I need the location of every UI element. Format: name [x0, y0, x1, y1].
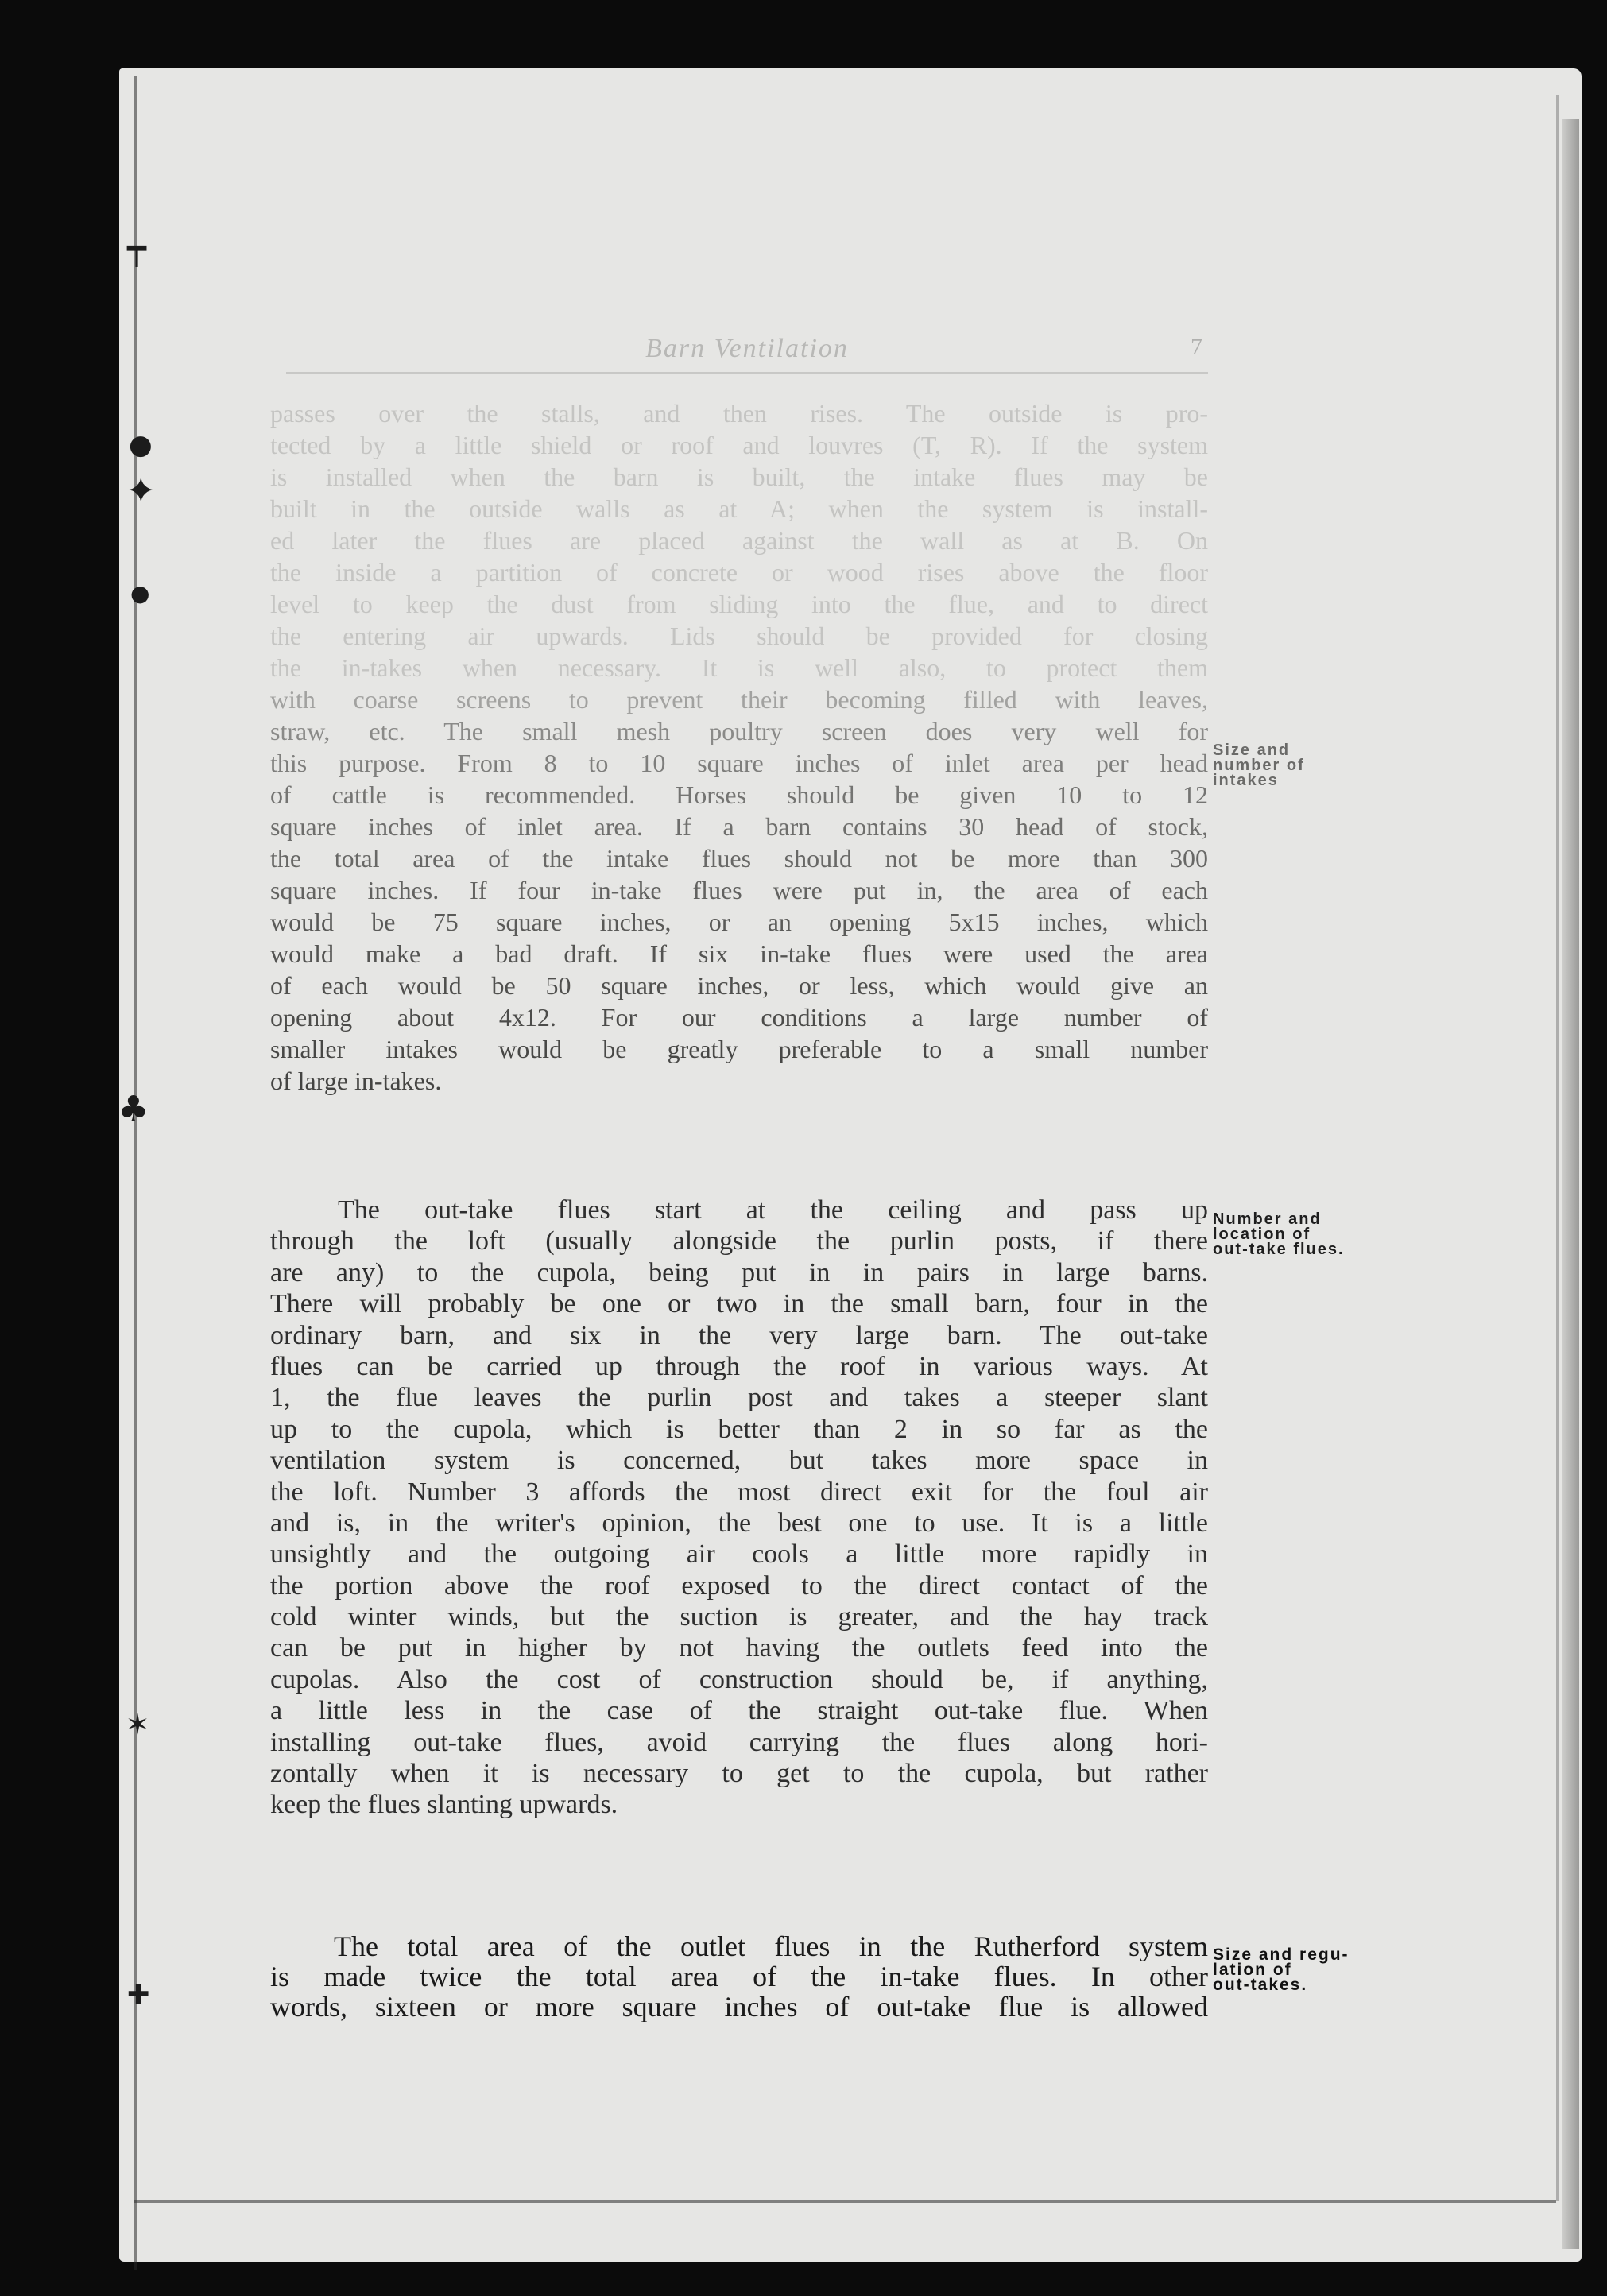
side-note-line: location of — [1213, 1225, 1311, 1243]
text-line: There will probably be one or two in the small barn, four in the — [270, 1289, 1208, 1319]
paragraph-outlet-area — [270, 1931, 1208, 2022]
running-title: Barn Ventilation — [645, 334, 849, 363]
paragraph-intake-flues — [270, 397, 1208, 1097]
side-note-outtakes-location — [1213, 1212, 1411, 1257]
side-note-line: Size and regu- — [1213, 1946, 1349, 1964]
text-line: ordinary barn, and six in the very large barn. The out-take — [270, 1320, 1208, 1350]
header-rule — [286, 372, 1208, 374]
binding-rule — [134, 76, 137, 2270]
text-line: are any) to the cupola, being put in in pairs in large barns. — [270, 1257, 1208, 1287]
side-note-outtakes-size — [1213, 1947, 1411, 1992]
text-line: The total area of the outlet flues in the Rutherford system — [334, 1931, 1208, 1961]
text-line: of large in-takes. — [270, 1067, 442, 1095]
page-bottom-edge — [134, 2200, 1556, 2203]
binding-mark-icon: ● — [130, 580, 150, 606]
paragraph-out-take-flues — [270, 1194, 1208, 1821]
binding-mark-icon: ♣ — [118, 1089, 149, 1129]
text-line: of cattle is recommended. Horses should be given 10 to 12 — [270, 780, 1208, 809]
text-line: straw, etc. The small mesh poultry screen does very well for — [270, 717, 1208, 745]
text-line: of each would be 50 square inches, or less, which would give an — [270, 971, 1208, 1000]
text-line: is made twice the total area of the in-take flues. In other — [270, 1961, 1208, 1992]
text-line: level to keep the dust from sliding into the flue, and to direct — [270, 590, 1208, 618]
text-line: the total area of the intake flues should not be more than 300 — [270, 844, 1208, 873]
text-line: up to the cupola, which is better than 2 in so far as the — [270, 1414, 1208, 1444]
text-line: cupolas. Also the cost of construction should be, if anything, — [270, 1664, 1208, 1694]
text-line: is installed when the barn is built, the intake flues may be — [270, 463, 1208, 491]
text-line: zontally when it is necessary to get to the cupola, but rather — [270, 1759, 1208, 1789]
text-line: can be put in higher by not having the outlets feed into the — [270, 1633, 1208, 1663]
page-right-edge — [1556, 95, 1559, 2201]
side-note-line: lation of — [1213, 1961, 1292, 1979]
text-line: opening about 4x12. For our conditions a large number of — [270, 1003, 1208, 1032]
side-note-line: intakes — [1213, 772, 1279, 789]
text-line: tected by a little shield or roof and louvres (T, R). If the system — [270, 431, 1208, 459]
text-line: smaller intakes would be greatly preferable to a small number — [270, 1035, 1208, 1063]
text-line: flues can be carried up through the roof in various ways. At — [270, 1351, 1208, 1381]
text-line: cold winter winds, but the suction is greater, and the hay track — [270, 1602, 1208, 1632]
side-note-line: number of — [1213, 757, 1305, 774]
text-line: passes over the stalls, and then rises. The outside is pro- — [270, 399, 1208, 428]
text-line: built in the outside walls as at A; when the system is install- — [270, 494, 1208, 523]
text-line: would make a bad draft. If six in-take flues were used the area — [270, 939, 1208, 968]
side-note-line: out-take flues. — [1213, 1241, 1345, 1258]
text-line: through the loft (usually alongside the purlin posts, if there — [270, 1226, 1208, 1256]
text-line: 1, the flue leaves the purlin post and takes a steeper slant — [270, 1383, 1208, 1413]
text-line: ed later the flues are placed against the wall as at B. On — [270, 526, 1208, 555]
side-note-line: Number and — [1213, 1210, 1322, 1228]
text-line: the inside a partition of concrete or wood rises above the floor — [270, 558, 1208, 587]
text-line: keep the flues slanting upwards. — [270, 1790, 618, 1820]
text-line: would be 75 square inches, or an opening 5x15 inches, which — [270, 908, 1208, 936]
page-number: 7 — [1191, 334, 1202, 360]
text-line: square inches of inlet area. If a barn contains 30 head of stock, — [270, 812, 1208, 841]
binding-mark-icon: ✚ — [127, 1979, 150, 2011]
side-note-intakes — [1213, 743, 1411, 788]
binding-mark-icon: ✦ — [126, 469, 157, 512]
text-line: installing out-take flues, avoid carrying the flues along hori- — [270, 1727, 1208, 1757]
text-line: the portion above the roof exposed to the direct contact of the — [270, 1570, 1208, 1601]
text-line: a little less in the case of the straight out-take flue. When — [270, 1696, 1208, 1726]
text-line: unsightly and the outgoing air cools a little more rapidly in — [270, 1539, 1208, 1570]
side-note-line: Size and — [1213, 741, 1291, 759]
text-line: the entering air upwards. Lids should be provided for closing — [270, 621, 1208, 650]
text-line: with coarse screens to prevent their becoming filled with leaves, — [270, 685, 1208, 714]
text-line: this purpose. From 8 to 10 square inches of inlet area per head — [270, 749, 1208, 777]
page-edge-shadow — [1562, 119, 1579, 2249]
text-line: the in-takes when necessary. It is well also, to protect them — [270, 653, 1208, 682]
binding-mark-icon: ✶ — [126, 1709, 150, 1741]
binding-mark-icon: ● — [129, 429, 153, 461]
text-line: and is, in the writer's opinion, the best one to use. It is a little — [270, 1508, 1208, 1538]
text-line: square inches. If four in-take flues were put in, the area of each — [270, 876, 1208, 904]
side-note-line: out-takes. — [1213, 1976, 1308, 1994]
text-line: words, sixteen or more square inches of out-take flue is allowed — [270, 1992, 1208, 2022]
text-line: ventilation system is concerned, but takes more space in — [270, 1446, 1208, 1476]
text-line: the loft. Number 3 affords the most direct exit for the foul air — [270, 1477, 1208, 1507]
text-line: The out-take flues start at the ceiling and pass up — [338, 1195, 1208, 1225]
binding-mark-icon: ┯ — [127, 230, 147, 267]
